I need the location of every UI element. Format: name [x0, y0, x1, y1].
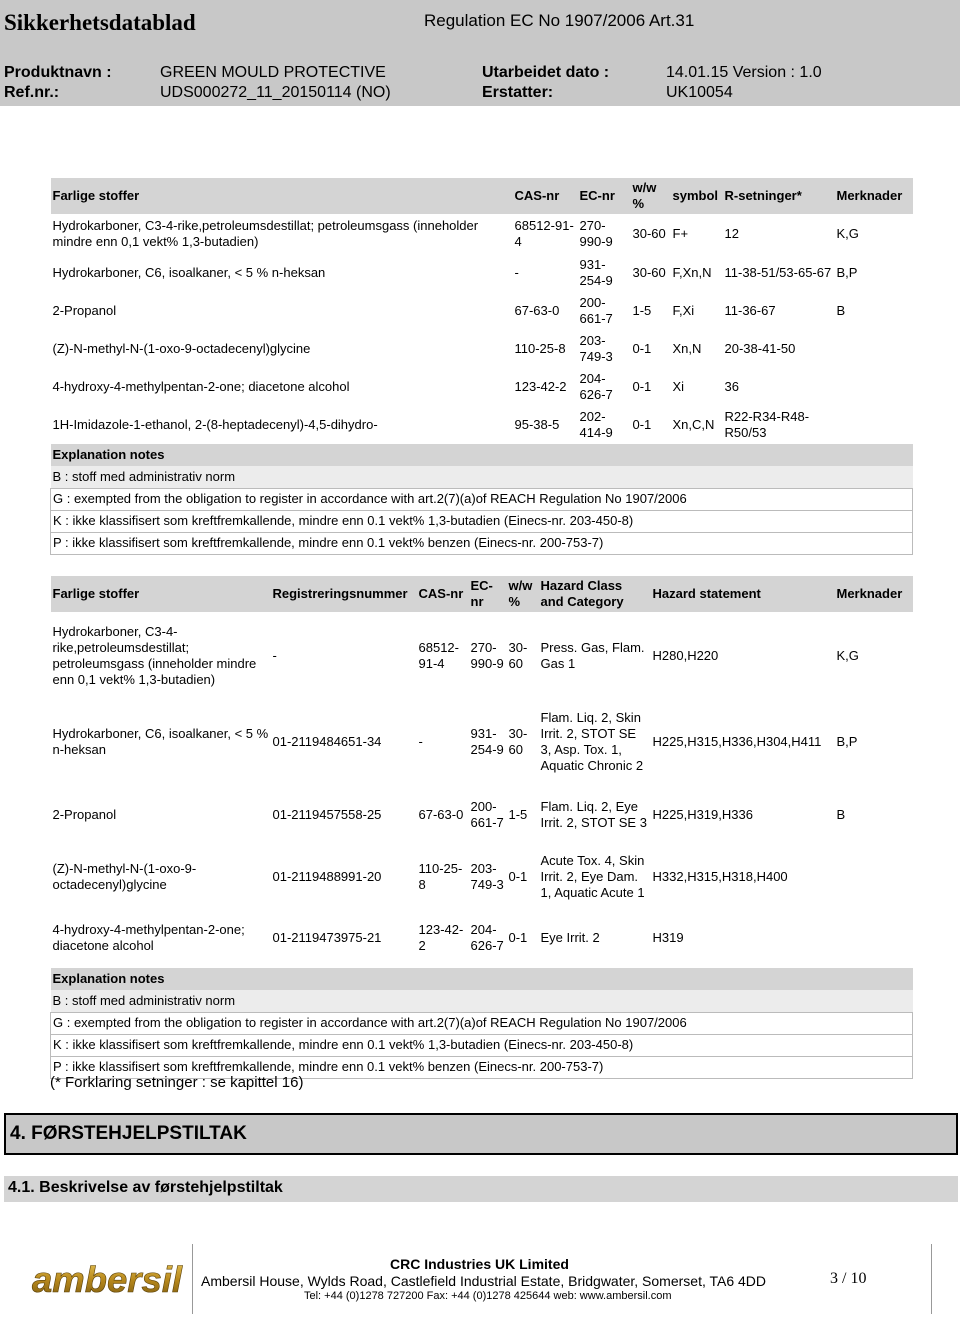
- r-phrases: 11-36-67: [724, 303, 776, 318]
- r-phrases: 36: [724, 379, 739, 394]
- r-phrases: 20-38-41-50: [724, 341, 796, 356]
- hazard-symbol: Xn,C,N: [672, 417, 715, 432]
- remarks: [835, 406, 913, 444]
- section-4-1-heading: [4, 1176, 958, 1202]
- table-row: [51, 254, 913, 292]
- remarks: [835, 368, 913, 406]
- remarks: K,G: [836, 648, 859, 663]
- substance-name: 2-Propanol: [52, 303, 117, 318]
- cas-number: 67-63-0: [514, 303, 560, 318]
- table-row: [51, 406, 913, 444]
- ec-number: 200-661-7: [579, 295, 613, 326]
- ec-number: 931-254-9: [579, 257, 613, 288]
- cas-number: 110-25-8: [514, 341, 566, 356]
- substance-name: Hydrokarboner, C6, isoalkaner, < 5 % n-heksan: [52, 726, 269, 757]
- col-header-notes: Merknader: [835, 576, 913, 612]
- ec-number: 203-749-3: [579, 333, 613, 364]
- cas-number: 67-63-0: [418, 807, 464, 822]
- replaces-label: Erstatter:: [482, 84, 554, 101]
- table-row: [51, 214, 913, 254]
- ww-percent: 0-1: [632, 341, 652, 356]
- remarks: [835, 846, 913, 908]
- col-header-ec: EC-nr: [469, 576, 507, 612]
- r-phrases: R22-R34-R48-R50/53: [724, 409, 810, 440]
- hazard-symbol: Xn,N: [672, 341, 702, 356]
- footer-company: CRC Industries UK Limited: [390, 1256, 569, 1272]
- explanation-note: G : exempted from the obligation to register in accordance with art.2(7)(a)of REACH Regulation No 1907/2006: [51, 488, 913, 510]
- col-header-symbol: symbol: [671, 178, 723, 214]
- remarks: B,P: [836, 734, 858, 749]
- cas-number: 68512-91-4: [514, 218, 574, 249]
- document-title: Sikkerhetsdatablad: [4, 10, 196, 35]
- substance-name: 4-hydroxy-4-methylpentan-2-one; diacetone alcohol: [52, 379, 350, 394]
- ec-number: 931-254-9: [470, 726, 504, 757]
- page-number: 3 / 10: [830, 1270, 867, 1287]
- cas-number: -: [514, 265, 519, 280]
- substance-name: Hydrokarboner, C3-4-rike,petroleumsdestillat; petroleumsgass (inneholder mindre enn 0,1 vekt% 1,3-butadien): [52, 218, 479, 249]
- registration-number: 01-2119484651-34: [272, 734, 382, 749]
- hazard-statement: H280,H220: [652, 648, 719, 663]
- cas-number: 123-42-2: [514, 379, 567, 394]
- table-row: [51, 846, 913, 908]
- ww-percent: 30-60: [632, 226, 666, 241]
- remarks: B,P: [836, 265, 858, 280]
- hazard-statement: H332,H315,H318,H400: [652, 869, 788, 884]
- col-header-cas: CAS-nr: [417, 576, 469, 612]
- substance-name: Hydrokarboner, C3-4-rike,petroleumsdestillat; petroleumsgass (inneholder mindre enn 0,1 vekt% 1,3-butadien): [52, 624, 257, 687]
- hazard-symbol: F,Xi: [672, 303, 695, 318]
- ww-percent: 0-1: [632, 417, 652, 432]
- ec-number: 203-749-3: [470, 861, 504, 892]
- ww-percent: 30-60: [632, 265, 666, 280]
- ref-value: UDS000272_11_20150114 (NO): [160, 84, 391, 101]
- ref-label: Ref.nr.:: [4, 84, 60, 101]
- explanation-note: K : ikke klassifisert som kreftfremkallende, mindre enn 0.1 vekt% 1,3-butadien (Einecs-nr. 203-450-8): [51, 510, 913, 532]
- col-header-ww: w/w %: [507, 576, 539, 612]
- ec-number: 200-661-7: [470, 799, 504, 830]
- footer-address: Ambersil House, Wylds Road, Castlefield Industrial Estate, Bridgwater, Somerset, TA6 4DD: [201, 1273, 767, 1289]
- explanation-note: P : ikke klassifisert som kreftfremkallende, mindre enn 0.1 vekt% benzen (Einecs-nr. 200-753-7): [51, 532, 913, 554]
- ww-percent: 1-5: [508, 807, 528, 822]
- table-row: [51, 612, 913, 700]
- cas-number: 68512-91-4: [418, 640, 459, 671]
- explanation-notes-title: Explanation notes: [51, 444, 913, 466]
- hazard-symbol: Xi: [672, 379, 685, 394]
- hazardous-substances-table-1: [50, 178, 913, 555]
- r-phrases: 12: [724, 226, 739, 241]
- substance-name: 2-Propanol: [52, 807, 117, 822]
- ww-percent: 30-60: [508, 726, 528, 757]
- section-4-heading: [4, 1113, 958, 1155]
- cas-number: 110-25-8: [418, 861, 463, 892]
- svg-text:ambersil: ambersil: [32, 1259, 184, 1300]
- col-header-ww: w/w %: [631, 178, 671, 214]
- hazard-class: Press. Gas, Flam. Gas 1: [540, 640, 645, 671]
- ec-number: 270-990-9: [579, 218, 613, 249]
- registration-number: 01-2119457558-25: [272, 807, 382, 822]
- hazard-statement: H225,H319,H336: [652, 807, 753, 822]
- table-row: [51, 784, 913, 846]
- explanation-note: B : stoff med administrativ norm: [51, 990, 913, 1012]
- ww-percent: 30-60: [508, 640, 528, 671]
- substance-name: 4-hydroxy-4-methylpentan-2-one; diacetone alcohol: [52, 922, 245, 953]
- table-row: [51, 292, 913, 330]
- hazard-symbol: F,Xn,N: [672, 265, 712, 280]
- col-header-registration: Registreringsnummer: [271, 576, 417, 612]
- hazardous-substances-table-2: [50, 576, 913, 1079]
- substance-name: (Z)-N-methyl-N-(1-oxo-9-octadecenyl)glycine: [52, 341, 311, 356]
- ww-percent: 0-1: [632, 379, 652, 394]
- r-phrases: 11-38-51/53-65-67: [724, 265, 832, 280]
- remarks: B: [836, 807, 846, 822]
- table-row: [51, 330, 913, 368]
- table-row: [51, 908, 913, 968]
- product-value: GREEN MOULD PROTECTIVE: [160, 64, 386, 81]
- table-row: [51, 368, 913, 406]
- footer-contact: Tel: +44 (0)1278 727200 Fax: +44 (0)1278 425644 web: www.ambersil.com: [304, 1290, 672, 1302]
- cas-number: 95-38-5: [514, 417, 560, 432]
- col-header-notes: Merknader: [835, 178, 913, 214]
- explanation-note: G : exempted from the obligation to register in accordance with art.2(7)(a)of REACH Regulation No 1907/2006: [51, 1012, 913, 1034]
- hazard-statement: H319: [652, 930, 684, 945]
- table-row: [51, 700, 913, 784]
- regulation-text: Regulation EC No 1907/2006 Art.31: [424, 11, 695, 30]
- ec-number: 202-414-9: [579, 409, 613, 440]
- col-header-r-phrases: R-setninger*: [723, 178, 835, 214]
- ww-percent: 1-5: [632, 303, 652, 318]
- prepared-label: Utarbeidet dato :: [482, 64, 610, 81]
- explanation-note: B : stoff med administrativ norm: [51, 466, 913, 488]
- ec-number: 204-626-7: [579, 371, 613, 402]
- col-header-hazard-class: Hazard Class and Category: [539, 576, 651, 612]
- col-header-cas: CAS-nr: [513, 178, 578, 214]
- hazard-class: Eye Irrit. 2: [540, 930, 600, 945]
- col-header-substance: Farlige stoffer: [51, 576, 271, 612]
- substance-name: Hydrokarboner, C6, isoalkaner, < 5 % n-heksan: [52, 265, 326, 280]
- ww-percent: 0-1: [508, 869, 528, 884]
- col-header-ec: EC-nr: [578, 178, 631, 214]
- ww-percent: 0-1: [508, 930, 528, 945]
- substance-name: 1H-Imidazole-1-ethanol, 2-(8-heptadecenyl)-4,5-dihydro-: [52, 417, 378, 432]
- remarks: [835, 908, 913, 968]
- remarks: B: [836, 303, 846, 318]
- ambersil-logo: [28, 1258, 186, 1300]
- hazard-class: Flam. Liq. 2, Eye Irrit. 2, STOT SE 3: [540, 799, 647, 830]
- cas-number: 123-42-2: [418, 922, 464, 953]
- remarks: K,G: [836, 226, 859, 241]
- hazard-class: Flam. Liq. 2, Skin Irrit. 2, STOT SE 3, Asp. Tox. 1, Aquatic Chronic 2: [540, 710, 644, 773]
- registration-number: 01-2119473975-21: [272, 930, 382, 945]
- substance-name: (Z)-N-methyl-N-(1-oxo-9-octadecenyl)glycine: [52, 861, 197, 892]
- registration-number: 01-2119488991-20: [272, 869, 382, 884]
- explanation-notes-title: Explanation notes: [51, 968, 913, 990]
- ec-number: 270-990-9: [470, 640, 504, 671]
- remarks: [835, 330, 913, 368]
- section-4-title: 4. FØRSTEHJELPSTILTAK: [10, 1123, 247, 1144]
- cas-number: -: [418, 734, 423, 749]
- ec-number: 204-626-7: [470, 922, 504, 953]
- hazard-class: Acute Tox. 4, Skin Irrit. 2, Eye Dam. 1, Aquatic Acute 1: [540, 853, 645, 900]
- explanation-note: K : ikke klassifisert som kreftfremkallende, mindre enn 0.1 vekt% 1,3-butadien (Einecs-nr. 203-450-8): [51, 1034, 913, 1056]
- col-header-substance: Farlige stoffer: [51, 178, 513, 214]
- footnote: (* Forklaring setninger : se kapittel 16): [50, 1074, 304, 1091]
- product-label: Produktnavn :: [4, 64, 112, 81]
- prepared-value: 14.01.15 Version : 1.0: [666, 64, 822, 81]
- registration-number: -: [272, 648, 277, 663]
- col-header-hazard-statement: Hazard statement: [651, 576, 835, 612]
- hazard-symbol: F+: [672, 226, 689, 241]
- hazard-statement: H225,H315,H336,H304,H411: [652, 734, 822, 749]
- replaces-value: UK10054: [666, 84, 733, 101]
- explanation-note: P : ikke klassifisert som kreftfremkallende, mindre enn 0.1 vekt% benzen (Einecs-nr. 200-753-7): [51, 1056, 913, 1078]
- section-4-1-title: 4.1. Beskrivelse av førstehjelpstiltak: [8, 1179, 283, 1196]
